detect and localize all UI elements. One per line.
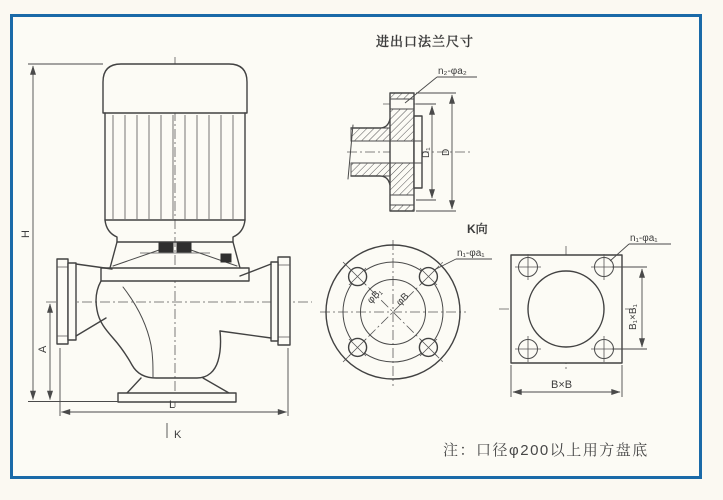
hatch-pipe-bottom bbox=[351, 163, 390, 176]
hatch-pipe-top bbox=[351, 128, 390, 141]
hatch-flange-bottom bbox=[390, 205, 414, 211]
flange-section-title: 进出口法兰尺寸 bbox=[376, 34, 475, 49]
square-n1-bolt-label: n₁-φa₁ bbox=[630, 233, 658, 244]
n2-bolt-label: n₂-φa₂ bbox=[438, 66, 467, 77]
k-view-label: K向 bbox=[467, 222, 488, 236]
suction-flange-face bbox=[57, 259, 68, 344]
note-text: 注：口径φ200以上用方盘底 bbox=[443, 442, 649, 459]
coupling-block-right bbox=[177, 243, 191, 252]
dim-d1-label: D₁ bbox=[421, 147, 432, 158]
discharge-flange-plate bbox=[271, 262, 278, 341]
casing-top-flange-band bbox=[101, 268, 249, 281]
motor-top-cap bbox=[103, 64, 247, 113]
dim-l-label: L bbox=[169, 399, 176, 411]
round-n1-bolt-label: n₁-φa₁ bbox=[457, 248, 485, 259]
dim-b1xb1-label: B₁×B₁ bbox=[628, 304, 639, 330]
bracket-bolt bbox=[221, 254, 231, 262]
dim-a-label: A bbox=[37, 345, 49, 353]
hatch-flange-lower bbox=[390, 163, 414, 195]
dim-bxb-label: B×B bbox=[551, 379, 573, 391]
discharge-flange-face bbox=[278, 257, 290, 345]
dim-phi-b-label: φB bbox=[394, 291, 412, 309]
dim-phi-b1-label: φB₁ bbox=[365, 286, 385, 307]
base-plate bbox=[118, 393, 236, 402]
dim-h-label: H bbox=[20, 230, 32, 238]
suction-flange-plate bbox=[68, 263, 76, 340]
k-view-arrow-label: K bbox=[174, 429, 182, 441]
coupling-block-left bbox=[159, 243, 173, 252]
hatch-flange-upper bbox=[390, 109, 414, 141]
dim-d-label: D bbox=[441, 148, 452, 156]
